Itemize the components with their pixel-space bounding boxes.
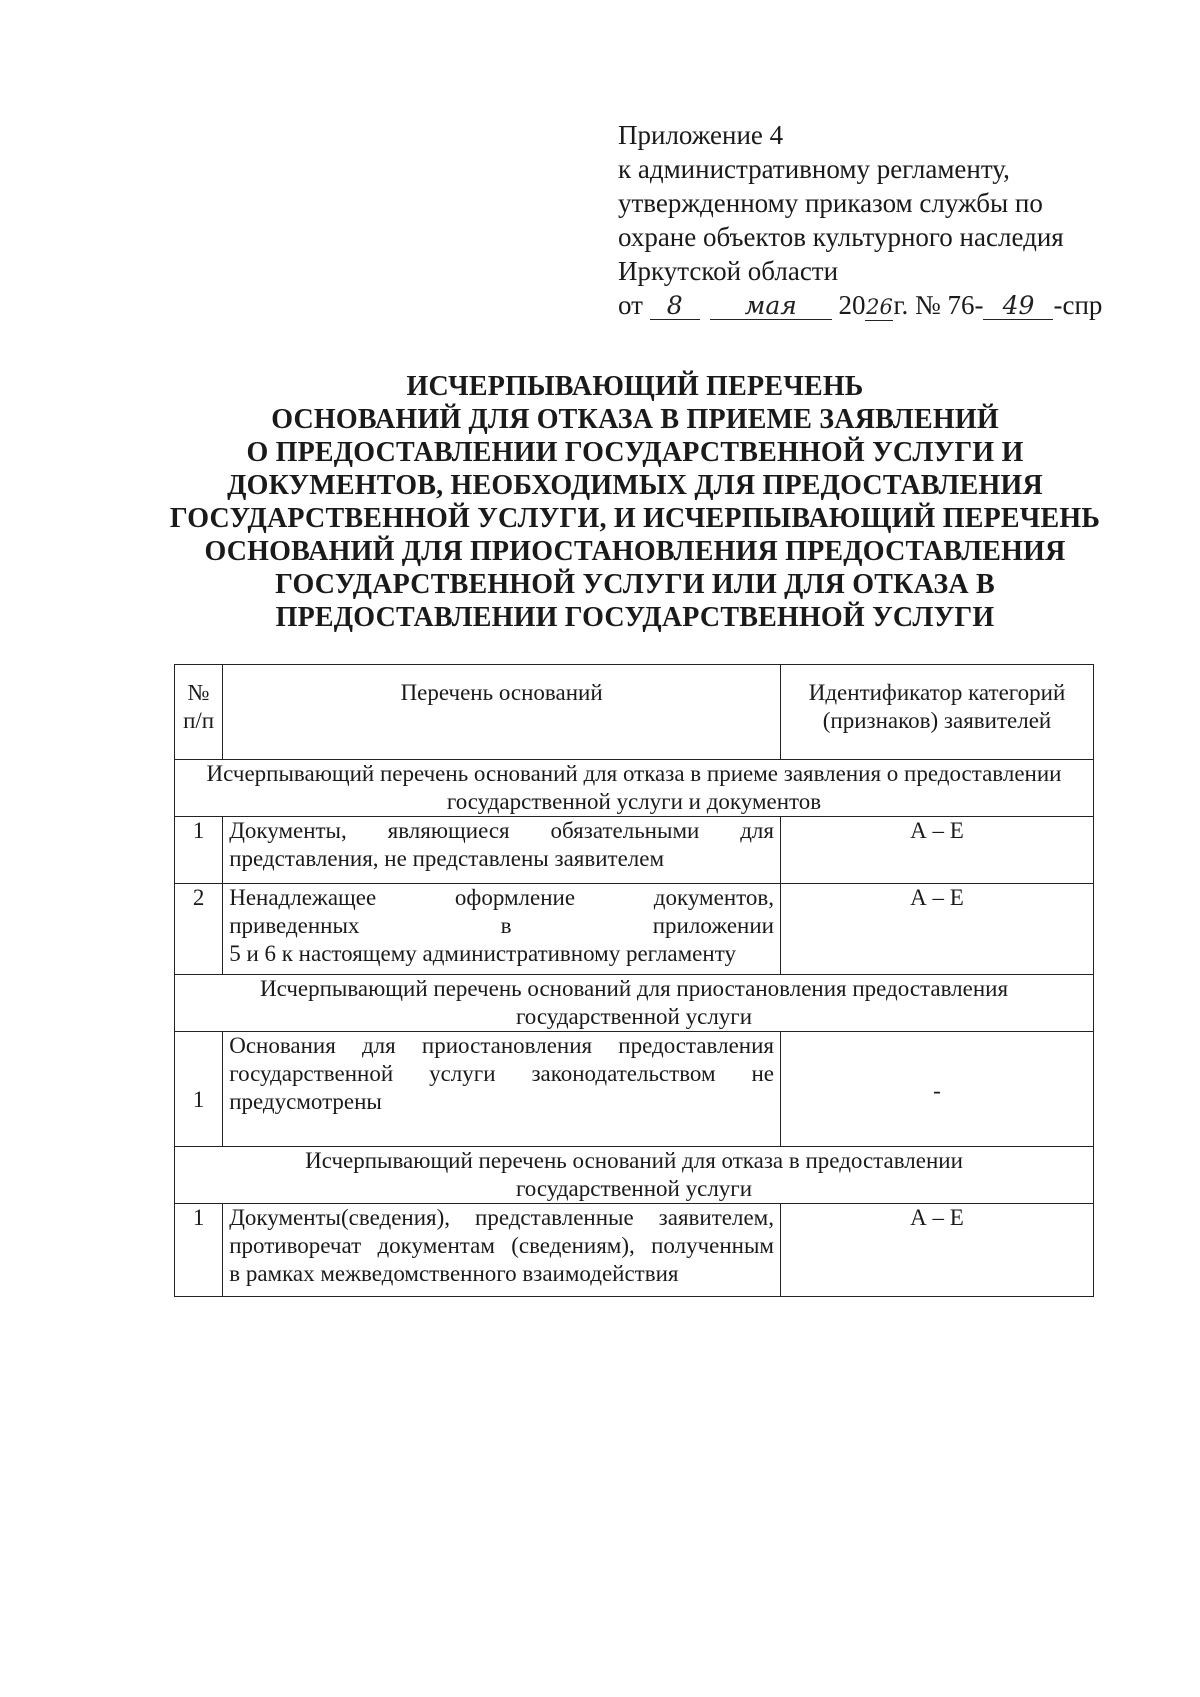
row-applicant-id: А – Е [780,1204,1093,1297]
title-line: ОСНОВАНИЙ ДЛЯ ОТКАЗА В ПРИЕМЕ ЗАЯВЛЕНИЙ [271,404,999,435]
row-number: 1 [175,1032,223,1147]
title-line: ДОКУМЕНТОВ, НЕОБХОДИМЫХ ДЛЯ ПРЕДОСТАВЛЕНИЯ [227,470,1043,501]
row-number: 1 [175,817,223,884]
order-date-line [618,288,1178,322]
section-heading-row [175,1147,1094,1204]
row-applicant-id: - [780,1032,1093,1147]
title-line: ИСЧЕРПЫВАЮЩИЙ ПЕРЕЧЕНЬ [406,371,864,402]
date-prefix: от [618,290,643,320]
annex-line: утвержденному приказом службы по [618,188,1043,218]
section-heading-row [175,975,1094,1032]
annex-line: к административному регламенту, [618,154,1010,184]
title-line: О ПРЕДОСТАВЛЕНИИ ГОСУДАРСТВЕННОЙ УСЛУГИ И [246,437,1024,468]
annex-line: Иркутской области [618,256,839,286]
row-basis: Основания для приостановления предоставления государственной услуги законодательством не предусмотрены [223,1032,781,1147]
section-heading: Исчерпывающий перечень оснований для отказа в приеме заявления о предоставлении государственной услуги и документов [175,760,1094,817]
header-basis: Перечень оснований [223,665,781,760]
handwritten-month: мая [710,293,832,320]
table-header-row [175,665,1094,760]
grounds-table [174,664,1094,1297]
handwritten-year: 26 [866,295,893,319]
title-line: ГОСУДАРСТВЕННОЙ УСЛУГИ, И ИСЧЕРПЫВАЮЩИЙ ПЕРЕЧЕНЬ [169,503,1101,534]
row-basis: Ненадлежащее оформление документов, приведенных в приложении 5 и 6 к настоящему административному регламенту [223,884,781,975]
row-number: 2 [175,884,223,975]
title-line: ПРЕДОСТАВЛЕНИИ ГОСУДАРСТВЕННОЙ УСЛУГИ [275,602,995,633]
table-row [175,1032,1094,1147]
title-line: ОСНОВАНИЙ ДЛЯ ПРИОСТАНОВЛЕНИЯ ПРЕДОСТАВЛЕНИЯ [204,536,1066,567]
year-prefix: 20 [838,290,866,320]
header-applicant-id: Идентификатор категорий (признаков) заявителей [780,665,1093,760]
table-row [175,884,1094,975]
header-number: № п/п [175,665,223,760]
row-basis: Документы, являющиеся обязательными для представления, не представлены заявителем [223,817,781,884]
handwritten-order-number: 49 [983,293,1053,320]
table-row [175,817,1094,884]
table-row [175,1204,1094,1297]
section-heading: Исчерпывающий перечень оснований для отказа в предоставлении государственной услуги [175,1147,1094,1204]
handwritten-day: 8 [650,293,700,320]
section-heading: Исчерпывающий перечень оснований для приостановления предоставления государственной услуги [175,975,1094,1032]
row-applicant-id: А – Е [780,817,1093,884]
annex-title: Приложение 4 [618,120,784,150]
order-number-prefix: г. № 76- [893,290,984,320]
section-heading-row [175,760,1094,817]
title-line: ГОСУДАРСТВЕННОЙ УСЛУГИ ИЛИ ДЛЯ ОТКАЗА В [275,569,995,600]
order-suffix: -спр [1053,290,1103,320]
row-basis: Документы(сведения), представленные заявителем, противоречат документам (сведениям), полученным в рамках межведомственного взаимодействия [223,1204,781,1297]
row-applicant-id: А – Е [780,884,1093,975]
row-number: 1 [175,1204,223,1297]
document-title [150,370,1120,634]
annex-block [618,118,1178,322]
annex-line: охране объектов культурного наследия [618,222,1064,252]
